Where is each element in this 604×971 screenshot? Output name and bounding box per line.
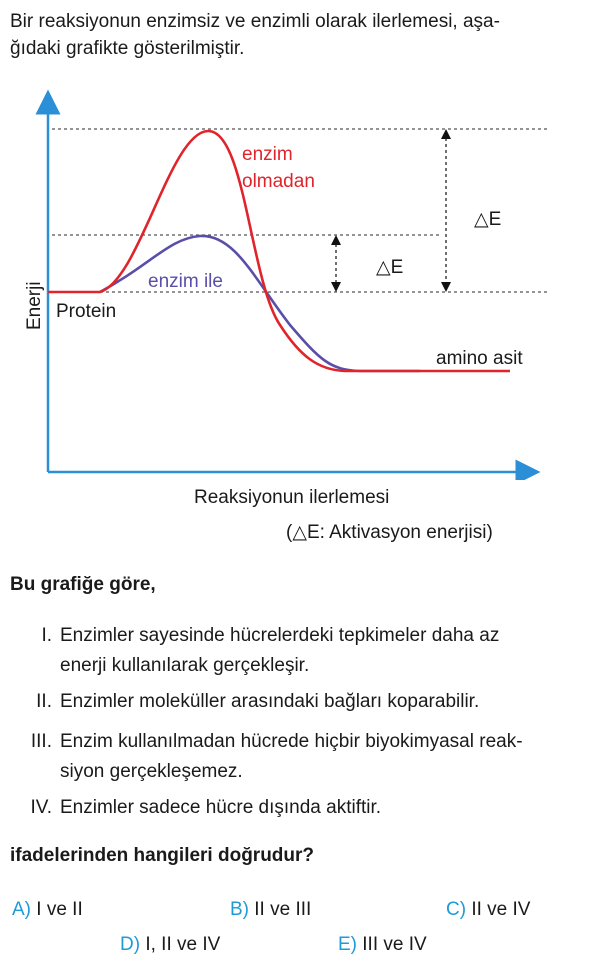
- end-label: amino asit: [436, 348, 523, 369]
- statement-line: Enzimler sayesinde hücrelerdeki tepkimeler daha az: [60, 625, 500, 646]
- statement-line: Enzimler moleküller arasındaki bağları koparabilir.: [60, 691, 480, 712]
- delta-e-small-label: △E: [376, 257, 404, 278]
- option-e[interactable]: [338, 934, 427, 956]
- option-letter: A): [12, 899, 31, 920]
- curve-with-enzyme: [100, 236, 420, 371]
- option-b[interactable]: [230, 899, 311, 921]
- option-a[interactable]: [12, 899, 83, 921]
- option-d[interactable]: [120, 934, 220, 956]
- delta-e-large-label: △E: [474, 209, 502, 230]
- option-c[interactable]: [446, 899, 530, 921]
- x-axis-label: Reaksiyonun ilerlemesi: [194, 487, 390, 508]
- option-letter: B): [230, 899, 249, 920]
- option-letter: C): [446, 899, 467, 920]
- y-axis-label: Enerji: [24, 281, 45, 330]
- option-text: I ve II: [36, 899, 83, 920]
- curve-without-enzyme: [48, 131, 510, 371]
- statement-number: I.: [41, 625, 52, 646]
- statement-line: siyon gerçekleşemez.: [60, 761, 243, 782]
- delta-e-small-head-top: [331, 235, 341, 245]
- statement-line: enerji kullanılarak gerçekleşir.: [60, 655, 310, 676]
- intro-line-1: Bir reaksiyonun enzimsiz ve enzimli olarak ilerlemesi, aşa-: [10, 11, 500, 32]
- statement-number: III.: [30, 731, 52, 752]
- question-head: Bu grafiğe göre,: [10, 574, 156, 595]
- delta-e-large-head-bottom: [441, 282, 451, 292]
- option-text: II ve IV: [471, 899, 531, 920]
- option-text: III ve IV: [362, 934, 427, 955]
- option-text: I, II ve IV: [145, 934, 221, 955]
- statement-line: Enzimler sadece hücre dışında aktiftir.: [60, 797, 382, 818]
- intro-line-2: ğıdaki grafikte gösterilmiştir.: [10, 38, 245, 59]
- delta-e-small-head-bottom: [331, 282, 341, 292]
- caption: (△E: Aktivasyon enerjisi): [286, 522, 493, 543]
- series-label-without-1: enzim: [242, 144, 293, 165]
- intro-text: [10, 8, 590, 62]
- series-label-without-2: olmadan: [242, 171, 315, 192]
- statement-number: II.: [36, 691, 52, 712]
- delta-e-large-head-top: [441, 129, 451, 139]
- question-tail: ifadelerinden hangileri doğrudur?: [10, 845, 315, 866]
- option-letter: E): [338, 934, 357, 955]
- option-letter: D): [120, 934, 141, 955]
- option-text: II ve III: [254, 899, 312, 920]
- statement-number: IV.: [30, 797, 52, 818]
- statement-line: Enzim kullanılmadan hücrede hiçbir biyokimyasal reak-: [60, 731, 523, 752]
- series-label-with: enzim ile: [148, 271, 223, 292]
- start-label: Protein: [56, 301, 117, 322]
- energy-graph: [0, 80, 604, 480]
